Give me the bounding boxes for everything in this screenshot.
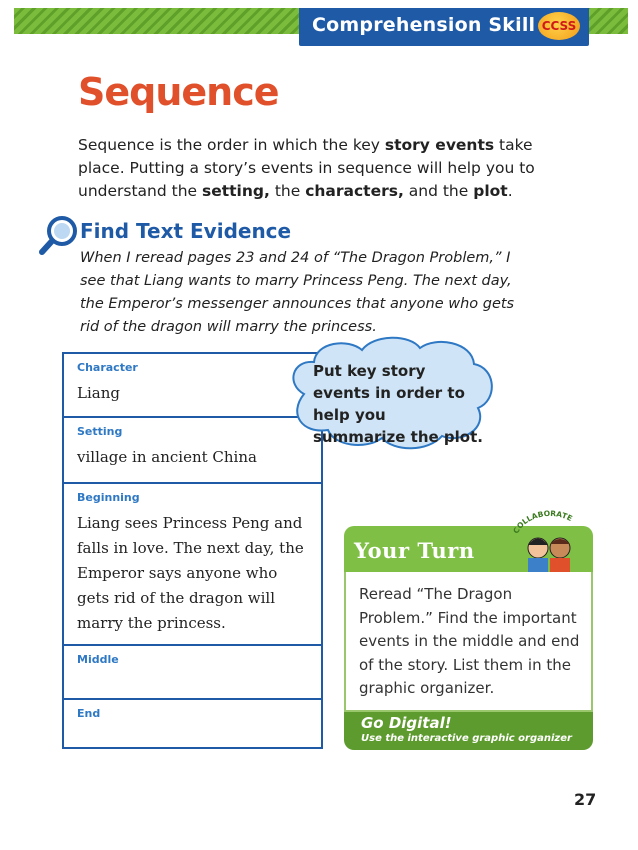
svg-text:COLLABORATE xyxy=(511,509,574,535)
collaborate-label: COLLABORATE xyxy=(511,508,574,536)
organizer-row-beginning xyxy=(64,484,321,646)
your-turn-instructions: Reread “The Dragon Problem.” Find the important events in the middle and end of the story. List them in the graphic organizer. xyxy=(359,585,580,697)
organizer-row-middle xyxy=(64,646,321,700)
intro-text: Sequence is the order in which the key xyxy=(78,136,385,154)
intro-paragraph xyxy=(78,134,538,203)
intro-keyword: plot xyxy=(473,182,508,200)
organizer-label: Setting xyxy=(77,425,123,438)
your-turn-label: Your Turn xyxy=(354,538,475,563)
page-number: 27 xyxy=(574,790,597,809)
ccss-badge: CCSS xyxy=(538,12,580,40)
find-text-evidence-heading: Find Text Evidence xyxy=(80,219,292,243)
go-digital-title: Go Digital! xyxy=(361,714,452,732)
intro-text: and the xyxy=(403,182,474,200)
comprehension-skill-label: Comprehension Skill xyxy=(312,14,536,36)
organizer-value: village in ancient China xyxy=(77,448,257,466)
intro-text: the xyxy=(269,182,306,200)
intro-keyword: characters, xyxy=(305,182,404,200)
intro-text: take place. Putting a story’s events in sequence will help you to understand the xyxy=(78,136,535,200)
organizer-label: Middle xyxy=(77,653,119,666)
collaborate-icon xyxy=(508,508,590,572)
go-digital-subtitle: Use the interactive graphic organizer xyxy=(361,733,572,744)
intro-keyword: setting, xyxy=(202,182,270,200)
organizer-label: Character xyxy=(77,361,138,374)
organizer-value: Liang sees Princess Peng and falls in love. The next day, the Emperor says anyone who gets rid of the dragon will marry the princess. xyxy=(77,514,304,632)
magnifier-icon xyxy=(38,214,80,258)
organizer-label: Beginning xyxy=(77,491,140,504)
callout-text: Put key story events in order to help you summarize the plot. xyxy=(313,362,483,446)
organizer-row-end xyxy=(64,700,321,747)
intro-keyword: story events xyxy=(384,136,495,154)
find-text-evidence-body: When I reread pages 23 and 24 of “The Dragon Problem,” I see that Liang wants to marry Princess Peng. The next day, the Emperor’s messenger announces that anyone who gets rid of the dragon will marry the princess. xyxy=(80,250,515,335)
intro-text: . xyxy=(507,182,513,200)
page-title: Sequence xyxy=(78,70,279,114)
organizer-label: End xyxy=(77,707,101,720)
organizer-value: Liang xyxy=(77,384,120,402)
